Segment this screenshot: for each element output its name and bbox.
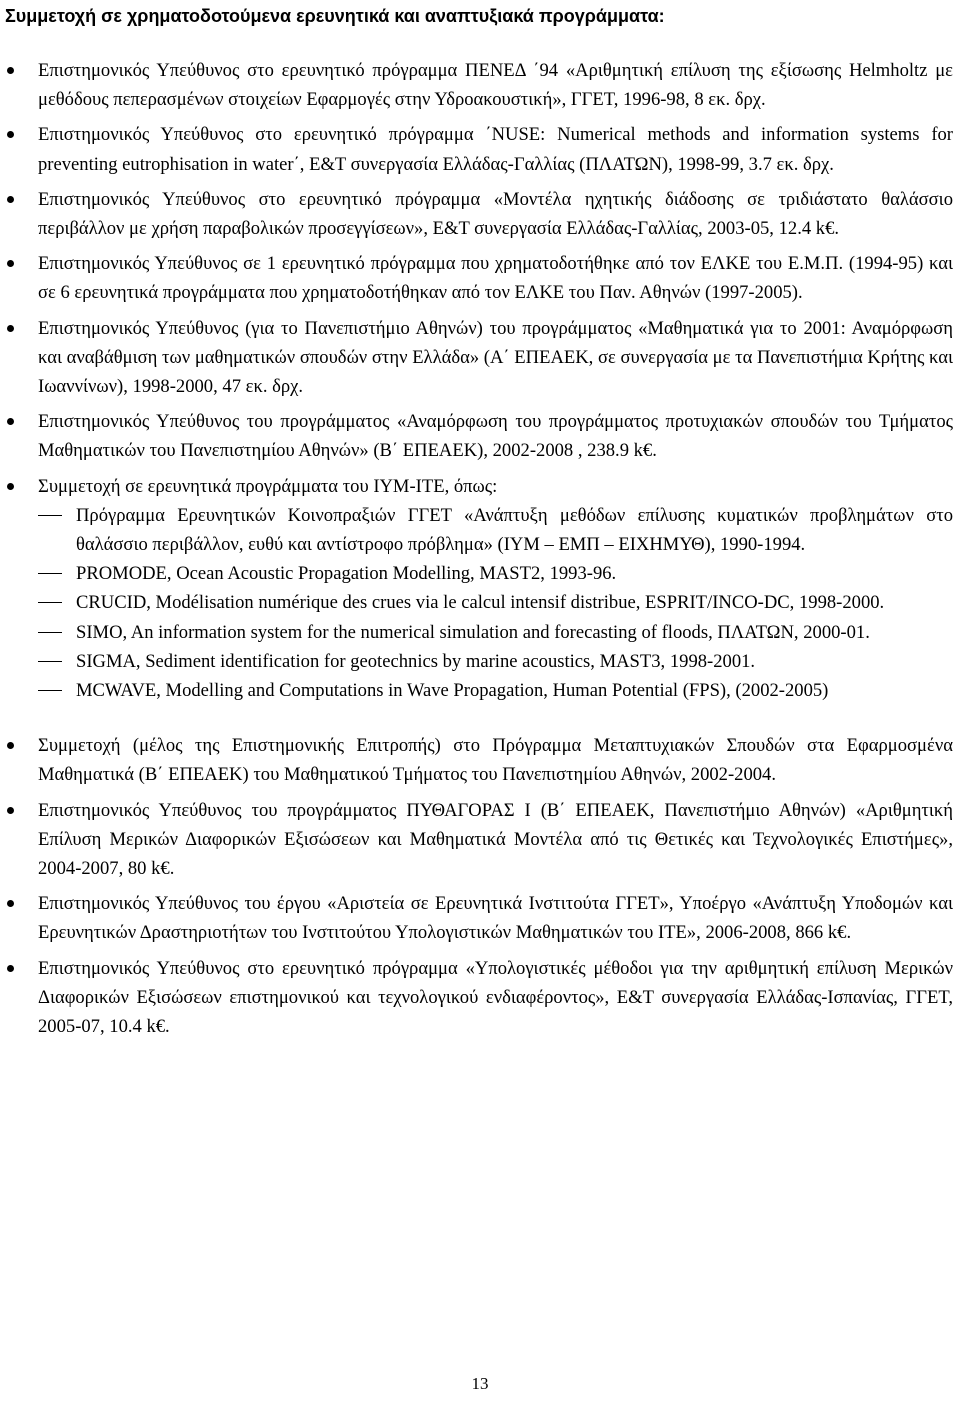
sublist-item-text: Πρόγραμμα Ερευνητικών Κοινοπραξιών ΓΓΕΤ «Ανάπτυξη μεθόδων επίλυσης κυματικών προβλημάτων στο θαλάσσιο περιβάλλον, ευθύ και αντίστροφο πρόβλημα» (ΙΥΜ – ΕΜΠ – ΕΙΧΗΜΥΘ), 1990-1994. — [76, 504, 953, 556]
sublist-item-text: SIGMA, Sediment identification for geotechnics by marine acoustics, MAST3, 1998-2001. — [76, 650, 756, 672]
dash-icon — [38, 632, 62, 633]
dash-icon — [38, 515, 62, 516]
list-item-text: Επιστημονικός Υπεύθυνος του προγράμματος «Αναμόρφωση του προγράμματος προτυχιακών σπουδών του Τμήματος Μαθηματικών του Πανεπιστημίου Αθηνών» (Β΄ ΕΠΕΑΕΚ), 2002-2008 , 238.9 k€. — [38, 411, 953, 462]
participation-intro: Συμμετοχή σε ερευνητικά προγράμματα του ΙΥΜ-ΙΤΕ, όπως: — [38, 475, 498, 497]
bullet-icon — [7, 418, 14, 425]
bullet-icon — [7, 325, 14, 332]
bullet-icon — [7, 900, 14, 907]
sublist-item-text: MCWAVE, Modelling and Computations in Wave Propagation, Human Potential (FPS), (2002-2005) — [76, 680, 829, 702]
bullet-icon — [7, 131, 14, 138]
sublist-item — [38, 559, 953, 588]
list-item-text: Επιστημονικός Υπεύθυνος στο ερευνητικό πρόγραμμα ΄NUSE: Numerical methods and information systems for preventing eutrophisation in water΄, Ε&Τ συνεργασία Ελλάδας-Γαλλίας (ΠΛΑΤΩΝ), 1998-99, 3.7 εκ. δρχ. — [38, 124, 953, 175]
dash-icon — [38, 602, 62, 603]
dash-icon — [38, 690, 62, 691]
dash-sublist — [38, 501, 953, 705]
list-item — [0, 407, 960, 465]
list-item-text: Επιστημονικός Υπεύθυνος στο ερευνητικό πρόγραμμα «Υπολογιστικές μέθοδοι για την αριθμητική επίλυση Μερικών Διαφορικών Εξισώσεων επιστημονικού και τεχνολογικού ενδιαφέροντος», Ε&Τ συνεργασία Ελλάδας-Ισπανίας, ΓΓΕΤ, 2005-07, 10.4 k€. — [38, 957, 953, 1038]
sublist-item-text: PROMODE, Ocean Acoustic Propagation Modelling, MAST2, 1993-96. — [76, 563, 617, 585]
sublist-item-text: CRUCID, Modélisation numérique des crues via le calcul intensif distribue, ESPRIT/INCO-DC, 1998-2000. — [76, 592, 885, 614]
sublist-item-text: SIMO, An information system for the numerical simulation and forecasting of floods, ΠΛΑΤΩΝ, 2000-01. — [76, 621, 870, 643]
list-item-participation — [0, 472, 960, 706]
list-item — [0, 249, 960, 307]
bullet-icon — [7, 965, 14, 972]
bullet-icon — [7, 196, 14, 203]
page-number: 13 — [471, 1374, 489, 1393]
list-item — [0, 314, 960, 402]
bullet-list — [0, 56, 960, 1047]
list-item — [0, 796, 960, 884]
list-item — [0, 889, 960, 947]
list-item — [0, 185, 960, 243]
sublist-item — [38, 618, 953, 647]
bullet-icon — [7, 742, 14, 749]
section-heading: Συμμετοχή σε χρηματοδοτούμενα ερευνητικά και αναπτυξιακά προγράμματα: — [5, 6, 665, 26]
list-item-text: Επιστημονικός Υπεύθυνος στο ερευνητικό πρόγραμμα ΠΕΝΕΔ ΄94 «Αριθμητική επίλυση της εξίσωσης Helmholtz με μεθόδους πεπερασμένων στοιχείων Εφαρμογές στην Υδροακουστική», ΓΓΕΤ, 1996-98, 8 εκ. δρχ. — [38, 60, 953, 111]
bullet-icon — [7, 483, 14, 490]
sublist-item — [38, 647, 953, 676]
list-item-text: Επιστημονικός Υπεύθυνος του προγράμματος ΠΥΘΑΓΟΡΑΣ Ι (Β΄ ΕΠΕΑΕΚ, Πανεπιστήμιο Αθηνών) «Αριθμητική Επίλυση Μερικών Διαφορικών Εξισώσεων και Μαθηματικά Μοντέλα από τις Θετικές και Τεχνολογικές Επιστήμες», 2004-2007, 80 k€. — [38, 799, 953, 880]
list-item-text: Επιστημονικός Υπεύθυνος του έργου «Αριστεία σε Ερευνητικά Ινστιτούτα ΓΓΕΤ», Υποέργο «Ανάπτυξη Υποδομών και Ερευνητικών Δραστηριοτήτων του Ινστιτούτου Υπολογιστικών Μαθηματικών του ΙΤΕ», 2006-2008, 866 k€. — [38, 893, 953, 944]
list-item-text: Συμμετοχή (μέλος της Επιστημονικής Επιτροπής) στο Πρόγραμμα Μεταπτυχιακών Σπουδών στα Εφαρμοσμένα Μαθηματικά (Β΄ ΕΠΕΑΕΚ) του Μαθηματικού Τμήματος του Πανεπιστημίου Αθηνών, 2002-2004. — [38, 735, 953, 786]
dash-icon — [38, 573, 62, 574]
list-item — [0, 56, 960, 114]
list-item-text: Επιστημονικός Υπεύθυνος στο ερευνητικό πρόγραμμα «Μοντέλα ηχητικής διάδοσης σε τριδιάστατο θαλάσσιο περιβάλλον με χρήση παραβολικών προσεγγίσεων», Ε&Τ συνεργασία Ελλάδας-Γαλλίας, 2003-05, 12.4 k€. — [38, 188, 953, 240]
dash-icon — [38, 661, 62, 662]
list-item-text: Επιστημονικός Υπεύθυνος (για το Πανεπιστήμιο Αθηνών) του προγράμματος «Μαθηματικά για το 2001: Αναμόρφωση και αναβάθμιση των μαθηματικών σπουδών στην Ελλάδα» (Α΄ ΕΠΕΑΕΚ, σε συνεργασία με τα Πανεπιστήμια Κρήτης και Ιωαννίνων), 1998-2000, 47 εκ. δρχ. — [38, 317, 953, 398]
sublist-item — [38, 588, 953, 617]
sublist-item — [38, 676, 953, 705]
bullet-icon — [7, 807, 14, 814]
list-item-text: Επιστημονικός Υπεύθυνος σε 1 ερευνητικό πρόγραμμα που χρηματοδοτήθηκε από τον ΕΛΚΕ του Ε.Μ.Π. (1994-95) και σε 6 ερευνητικά προγράμματα που χρηματοδοτήθηκαν από τον ΕΛΚΕ του Παν. Αθηνών (1997-2005). — [38, 253, 953, 304]
bullet-icon — [7, 67, 14, 74]
sublist-item — [38, 501, 953, 559]
list-item — [0, 954, 960, 1042]
list-item — [0, 731, 960, 789]
list-item — [0, 120, 960, 178]
bullet-icon — [7, 260, 14, 267]
